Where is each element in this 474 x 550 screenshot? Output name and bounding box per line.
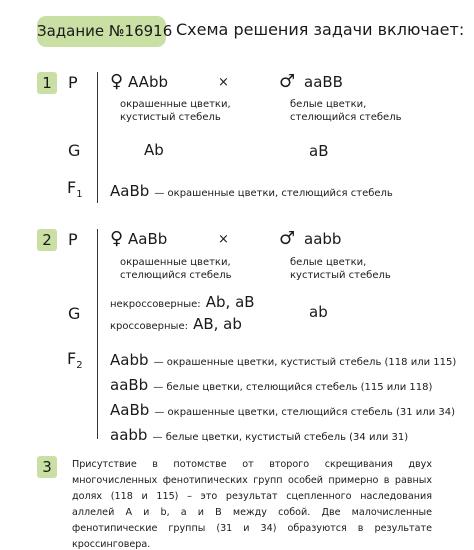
offspring-row [110,350,456,369]
step-1-divider [97,72,98,203]
step-2-male-phenotype-line1: белые цветки, [290,257,367,268]
offspring-row [110,375,432,394]
offspring-description: — окрашенные цветки, кустистый стебель (118 или 115) [153,357,457,368]
female-symbol-icon: ♀ [110,71,124,92]
step-1-male-gamete: aB [309,142,329,160]
step-2-male-phenotype-line2: кустистый стебель [290,270,391,281]
step-1-male-genotype: aaBB [304,73,343,91]
step-3-badge: 3 [37,456,57,478]
offspring-description: — белые цветки, стелющийся стебель (115 или 118) [153,382,433,393]
step-2-f-label: $F_2$ [67,349,83,372]
step-2-female-phenotype-line2: стелющийся стебель [120,270,232,281]
step-2-male-genotype: aabb [304,230,342,248]
cross-sign: × [218,232,229,247]
step-3-explanation: Присутствие в потомстве от второго скрещивания двух многочисленных фенотипических групп особей примерно в равных долях (118 и 115) – это результат сцепленного наследования аллелей A и b, a и B между собой. Две малочисленные фенотипические группы (31 и 34) образуются в результате кроссинговера. [72,459,432,550]
step-2-male-gamete: ab [309,303,328,321]
offspring-genotype: aaBb [110,376,149,394]
offspring-description: — белые цветки, кустистый стебель (34 или 31) [152,432,409,443]
offspring-genotype: aabb [110,426,148,444]
page-title: Схема решения задачи включает: [176,20,465,39]
male-symbol-icon: ♂ [279,71,296,92]
step-1-p-label: P [68,73,78,92]
step-2-g-label: G [68,304,81,323]
offspring-description: — окрашенные цветки, стелющийся стебель (31 или 34) [154,407,456,418]
step-2-female-phenotype-line1: окрашенные цветки, [120,257,231,268]
offspring-row [110,425,408,444]
step-2-female-genotype: AaBb [128,230,168,248]
crossover-label: кроссоверные: [110,321,188,332]
step-1-female-gamete: Ab [144,141,164,159]
offspring-genotype: AaBb [110,401,150,419]
step-2-badge: 2 [37,229,57,251]
noncrossover-label: некроссоверные: [110,299,201,310]
step-2-p-label: P [68,230,78,249]
step-1-male-phenotype-line2: стелющийся стебель [290,112,402,123]
noncrossover-gametes-row [110,292,255,311]
step-1-female-phenotype-line2: кустистый стебель [120,112,221,123]
step-1-badge: 1 [37,72,57,94]
step-1-female-phenotype-line1: окрашенные цветки, [120,99,231,110]
crossover-gametes-row [110,314,242,333]
cross-sign: × [218,75,229,90]
male-symbol-icon: ♂ [279,228,296,249]
task-number-badge: Задание №16916 [37,16,166,47]
step-1-female-genotype: AAbb [128,73,168,91]
step-1-f-label: $F_1$ [67,178,83,201]
step-1-male-phenotype-line1: белые цветки, [290,99,367,110]
female-symbol-icon: ♀ [110,228,124,249]
noncrossover-gametes: Ab, aB [205,293,255,311]
crossover-gametes: AB, ab [193,315,242,333]
offspring-genotype: Aabb [110,351,149,369]
step-1-offspring-description: — окрашенные цветки, стелющийся стебель [154,188,393,199]
step-2-divider [97,229,98,439]
step-1-g-label: G [68,141,81,160]
offspring-row [110,400,455,419]
step-1-offspring [110,181,393,200]
step-1-offspring-genotype: AaBb [110,182,150,200]
